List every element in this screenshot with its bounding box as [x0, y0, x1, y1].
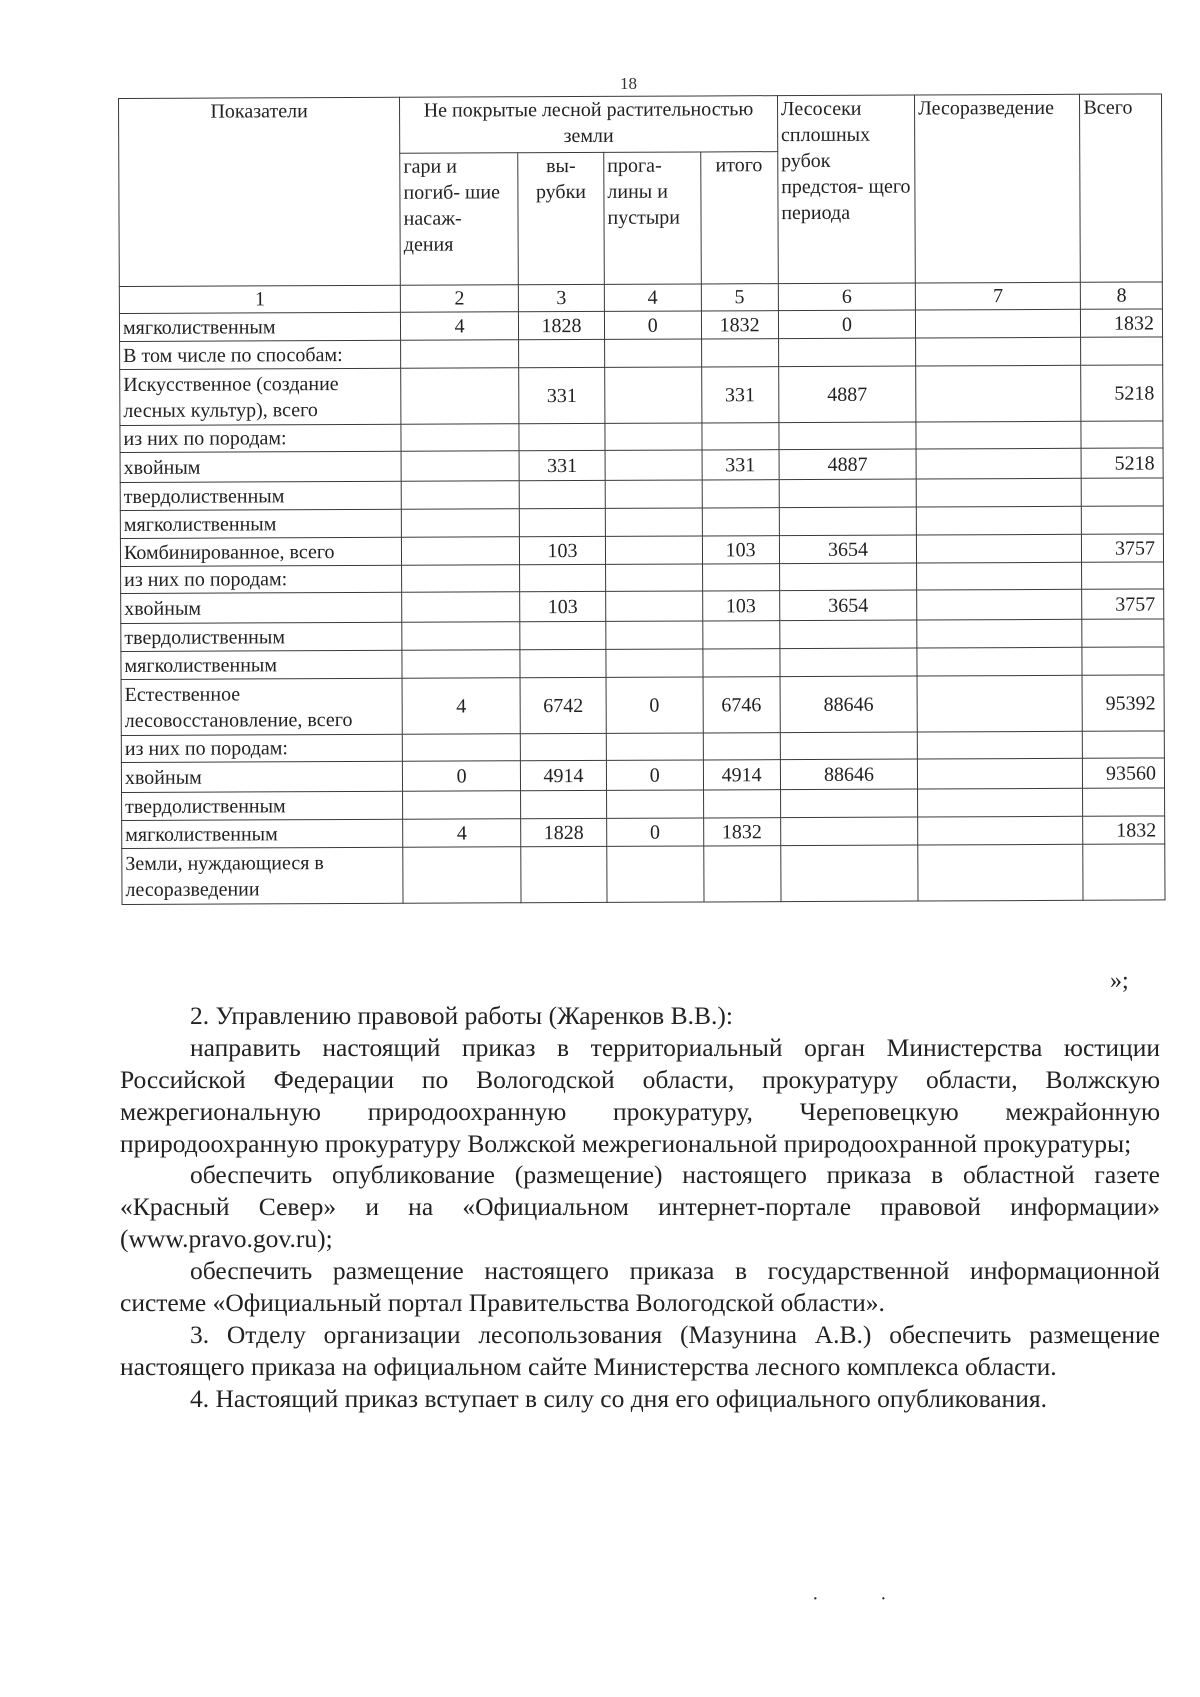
row-label: Земли, нуждающиеся в лесоразведении: [122, 847, 403, 904]
row-cell: [401, 340, 519, 369]
row-cell: [401, 509, 519, 538]
row-cell: 6746: [703, 677, 781, 733]
row-cell: [401, 424, 519, 452]
header-clearings: вы- рубки: [518, 152, 604, 284]
row-cell: 3757: [1082, 534, 1164, 562]
row-cell: [780, 732, 917, 760]
row-cell: [779, 563, 916, 591]
row-cell: [918, 758, 1083, 789]
row-cell: [779, 422, 916, 450]
row-cell: [702, 649, 779, 677]
row-cell: [403, 847, 521, 904]
row-cell: 5218: [1081, 365, 1163, 421]
row-cell: [1083, 844, 1165, 900]
table-row: [120, 506, 1163, 539]
row-label: мягколиственным: [120, 509, 401, 538]
row-cell: [606, 649, 703, 677]
row-cell: [916, 478, 1081, 507]
row-cell: [606, 591, 703, 621]
row-cell: [519, 508, 605, 536]
row-cell: [520, 733, 606, 760]
row-label: твердолиственным: [121, 622, 402, 651]
header-total-all: Всего: [1080, 94, 1162, 282]
row-cell: [606, 790, 703, 818]
paragraph-publish-portal: обеспечить размещение настоящего приказа в государственной информационной системе «Официальный портал Правительства Вологодской области».: [120, 1256, 1160, 1317]
row-cell: 95392: [1082, 675, 1164, 731]
row-cell: [519, 423, 605, 450]
header-glades: прога- лины и пустыри: [604, 152, 701, 284]
row-cell: [402, 734, 520, 762]
row-cell: [402, 592, 520, 623]
row-cell: [917, 619, 1082, 648]
row-label: В том числе по способам:: [120, 340, 401, 369]
header-total: итого: [700, 152, 778, 284]
row-cell: [606, 621, 703, 649]
row-cell: 4914: [703, 760, 780, 790]
column-number: 4: [604, 284, 701, 311]
row-cell: [605, 423, 702, 450]
row-cell: [916, 421, 1081, 449]
header-burned: гари и погиб- шие насаж- дения: [400, 153, 519, 286]
row-cell: [916, 506, 1081, 535]
row-cell: [916, 337, 1081, 366]
row-cell: [702, 480, 779, 508]
row-cell: [605, 564, 702, 591]
row-label: из них по породам:: [120, 424, 401, 452]
row-cell: [605, 450, 702, 480]
row-cell: 6742: [520, 677, 606, 733]
report-table: [118, 93, 1166, 905]
row-label: хвойным: [120, 451, 401, 482]
row-cell: 103: [520, 536, 606, 564]
table-body: [119, 282, 1165, 905]
row-cell: [918, 816, 1083, 845]
header-afforestation: Лесоразведение: [915, 94, 1081, 283]
row-cell: [403, 791, 521, 820]
column-number: 1: [119, 285, 400, 313]
row-cell: [701, 423, 778, 450]
table-row: [120, 337, 1163, 370]
row-cell: 4: [401, 312, 519, 341]
row-cell: [520, 649, 606, 677]
row-cell: [917, 731, 1082, 759]
row-cell: [401, 481, 519, 510]
row-label: хвойным: [121, 592, 402, 623]
scan-speck: ·: [812, 1588, 819, 1610]
row-cell: 0: [606, 677, 703, 733]
row-cell: [1082, 506, 1164, 534]
paragraph-forest-department: 3. Отделу организации лесопользования (Мазунина А.В.) обеспечить размещение настоящего приказа на официальном сайте Министерства лесного комплекса области.: [120, 1319, 1160, 1381]
row-cell: 4914: [521, 760, 607, 790]
row-cell: [402, 650, 520, 679]
row-cell: 3654: [779, 590, 916, 621]
header-uncovered-lands: Не покрытые лесной растительностью земли: [400, 96, 778, 154]
column-number: 6: [778, 283, 915, 311]
table-row: [122, 844, 1165, 905]
row-cell: [916, 309, 1081, 338]
table-row: [122, 816, 1165, 849]
table-row: [121, 589, 1164, 624]
row-cell: [402, 537, 520, 566]
row-label: из них по породам:: [121, 565, 402, 593]
row-cell: 103: [702, 536, 779, 564]
row-cell: 93560: [1083, 758, 1165, 788]
row-cell: [780, 620, 917, 649]
row-cell: 0: [778, 310, 915, 339]
row-cell: 1832: [1083, 816, 1165, 844]
row-cell: [521, 790, 607, 818]
row-cell: [778, 338, 915, 367]
row-cell: [703, 790, 780, 818]
row-cell: 0: [403, 761, 521, 792]
row-cell: 4887: [779, 449, 916, 480]
row-cell: [605, 508, 702, 536]
row-cell: [917, 562, 1082, 590]
column-number: 3: [518, 284, 604, 311]
row-cell: [605, 367, 702, 423]
row-cell: 103: [520, 591, 606, 621]
page-number: 18: [620, 74, 637, 93]
row-label: хвойным: [121, 761, 402, 792]
row-cell: [401, 368, 519, 425]
row-cell: [605, 480, 702, 508]
row-cell: [701, 339, 778, 367]
row-cell: 331: [519, 450, 605, 480]
scan-speck: ·: [880, 1588, 887, 1610]
row-cell: [520, 564, 606, 591]
column-number: 5: [701, 284, 778, 311]
row-cell: 103: [702, 591, 779, 621]
row-label: мягколиственным: [121, 650, 402, 679]
paragraph-legal-department: 2. Управлению правовой работы (Жаренков В.В.):: [190, 1001, 733, 1030]
row-cell: 0: [606, 760, 703, 790]
table-row: [120, 448, 1163, 483]
row-cell: 3757: [1082, 589, 1164, 619]
table-row: [121, 675, 1164, 736]
row-cell: [702, 621, 779, 649]
header-cuttings: Лесосеки сплошных рубок предстоя- щего периода: [777, 95, 915, 284]
paragraph-publish-newspaper: обеспечить опубликование (размещение) настоящего приказа в областной газете «Красный Север» и на «Официальном интернет-портале правовой информации» (www.pravo.gov.ru);: [120, 1160, 1160, 1254]
row-cell: 1828: [519, 311, 605, 339]
header-indicators: Показатели: [119, 97, 401, 286]
row-cell: [519, 339, 605, 367]
row-cell: 88646: [780, 759, 917, 790]
row-cell: [780, 648, 917, 677]
column-number: 8: [1081, 282, 1163, 309]
table-row: [122, 788, 1165, 821]
row-label: из них по породам:: [121, 734, 402, 762]
paragraph-effective-date: 4. Настоящий приказ вступает в силу со дня его официального опубликования.: [190, 1383, 1047, 1413]
row-cell: 3654: [779, 535, 916, 564]
row-label: Искусственное (создание лесных культур), всего: [120, 368, 401, 425]
row-cell: 4: [403, 819, 521, 848]
row-cell: [781, 845, 919, 902]
row-cell: 0: [604, 311, 701, 339]
row-cell: 1832: [703, 818, 780, 846]
row-cell: [520, 621, 606, 649]
row-cell: [402, 565, 520, 593]
row-cell: [1081, 337, 1163, 365]
row-cell: [918, 788, 1083, 817]
row-label: мягколиственным: [119, 312, 400, 341]
row-cell: [1082, 619, 1164, 647]
row-cell: [606, 733, 703, 760]
row-cell: [607, 846, 704, 902]
table-row: [119, 309, 1162, 342]
row-cell: [519, 480, 605, 508]
row-cell: [780, 789, 917, 818]
row-cell: [1082, 562, 1164, 589]
row-cell: [918, 844, 1083, 901]
table-row: [121, 647, 1164, 680]
table-row: [120, 534, 1163, 567]
order-text: [120, 1000, 1160, 1414]
row-cell: [702, 564, 779, 591]
row-label: мягколиственным: [122, 819, 403, 848]
row-cell: [917, 534, 1082, 563]
report-table-container: [118, 93, 1166, 905]
row-cell: 4887: [778, 366, 916, 423]
row-cell: 5218: [1081, 448, 1163, 478]
table-row: [121, 619, 1164, 652]
row-cell: 1832: [1081, 309, 1163, 337]
row-cell: [917, 647, 1082, 676]
table-row: [120, 478, 1163, 511]
row-cell: [917, 589, 1082, 620]
row-cell: [703, 846, 781, 902]
row-cell: [702, 508, 779, 536]
row-cell: [605, 536, 702, 564]
row-cell: 1828: [521, 818, 607, 846]
row-cell: 331: [519, 367, 605, 423]
column-number: 7: [915, 282, 1080, 310]
row-label: Естественное лесовосстановление, всего: [121, 678, 402, 735]
row-label: твердолиственным: [122, 791, 403, 820]
row-cell: [703, 733, 780, 760]
row-cell: 88646: [780, 676, 918, 733]
row-cell: [916, 448, 1081, 479]
row-cell: [605, 339, 702, 367]
row-cell: [1083, 788, 1165, 816]
row-cell: 4: [402, 678, 520, 735]
row-label: Комбинированное, всего: [120, 537, 401, 566]
row-cell: [917, 675, 1082, 732]
row-cell: [402, 622, 520, 651]
row-cell: 331: [702, 450, 779, 480]
row-cell: [1081, 421, 1163, 448]
row-cell: [1082, 478, 1164, 506]
row-cell: [779, 479, 916, 508]
row-cell: [780, 817, 917, 846]
paragraph-send-order: направить настоящий приказ в территориальный орган Министерства юстиции Российской Федерации по Вологодской области, прокуратуру области, Волжскую межрегиональную природоохранную прокуратуру, Череповецкую межрайонную природоохранную прокуратуру Волжской межрегиональной природоохранной прокуратуры;: [120, 1032, 1160, 1158]
row-label: твердолиственным: [120, 481, 401, 510]
row-cell: 331: [701, 367, 779, 423]
row-cell: [916, 365, 1081, 422]
row-cell: 0: [607, 818, 704, 846]
closing-quote-mark: »;: [1110, 968, 1129, 994]
row-cell: [521, 846, 607, 902]
column-number: 2: [400, 285, 518, 313]
table-row: [121, 758, 1164, 793]
row-cell: [1082, 647, 1164, 675]
row-cell: [779, 507, 916, 536]
row-cell: [401, 451, 519, 482]
table-row: [120, 365, 1163, 426]
row-cell: [1083, 731, 1165, 758]
row-cell: 1832: [701, 311, 778, 339]
